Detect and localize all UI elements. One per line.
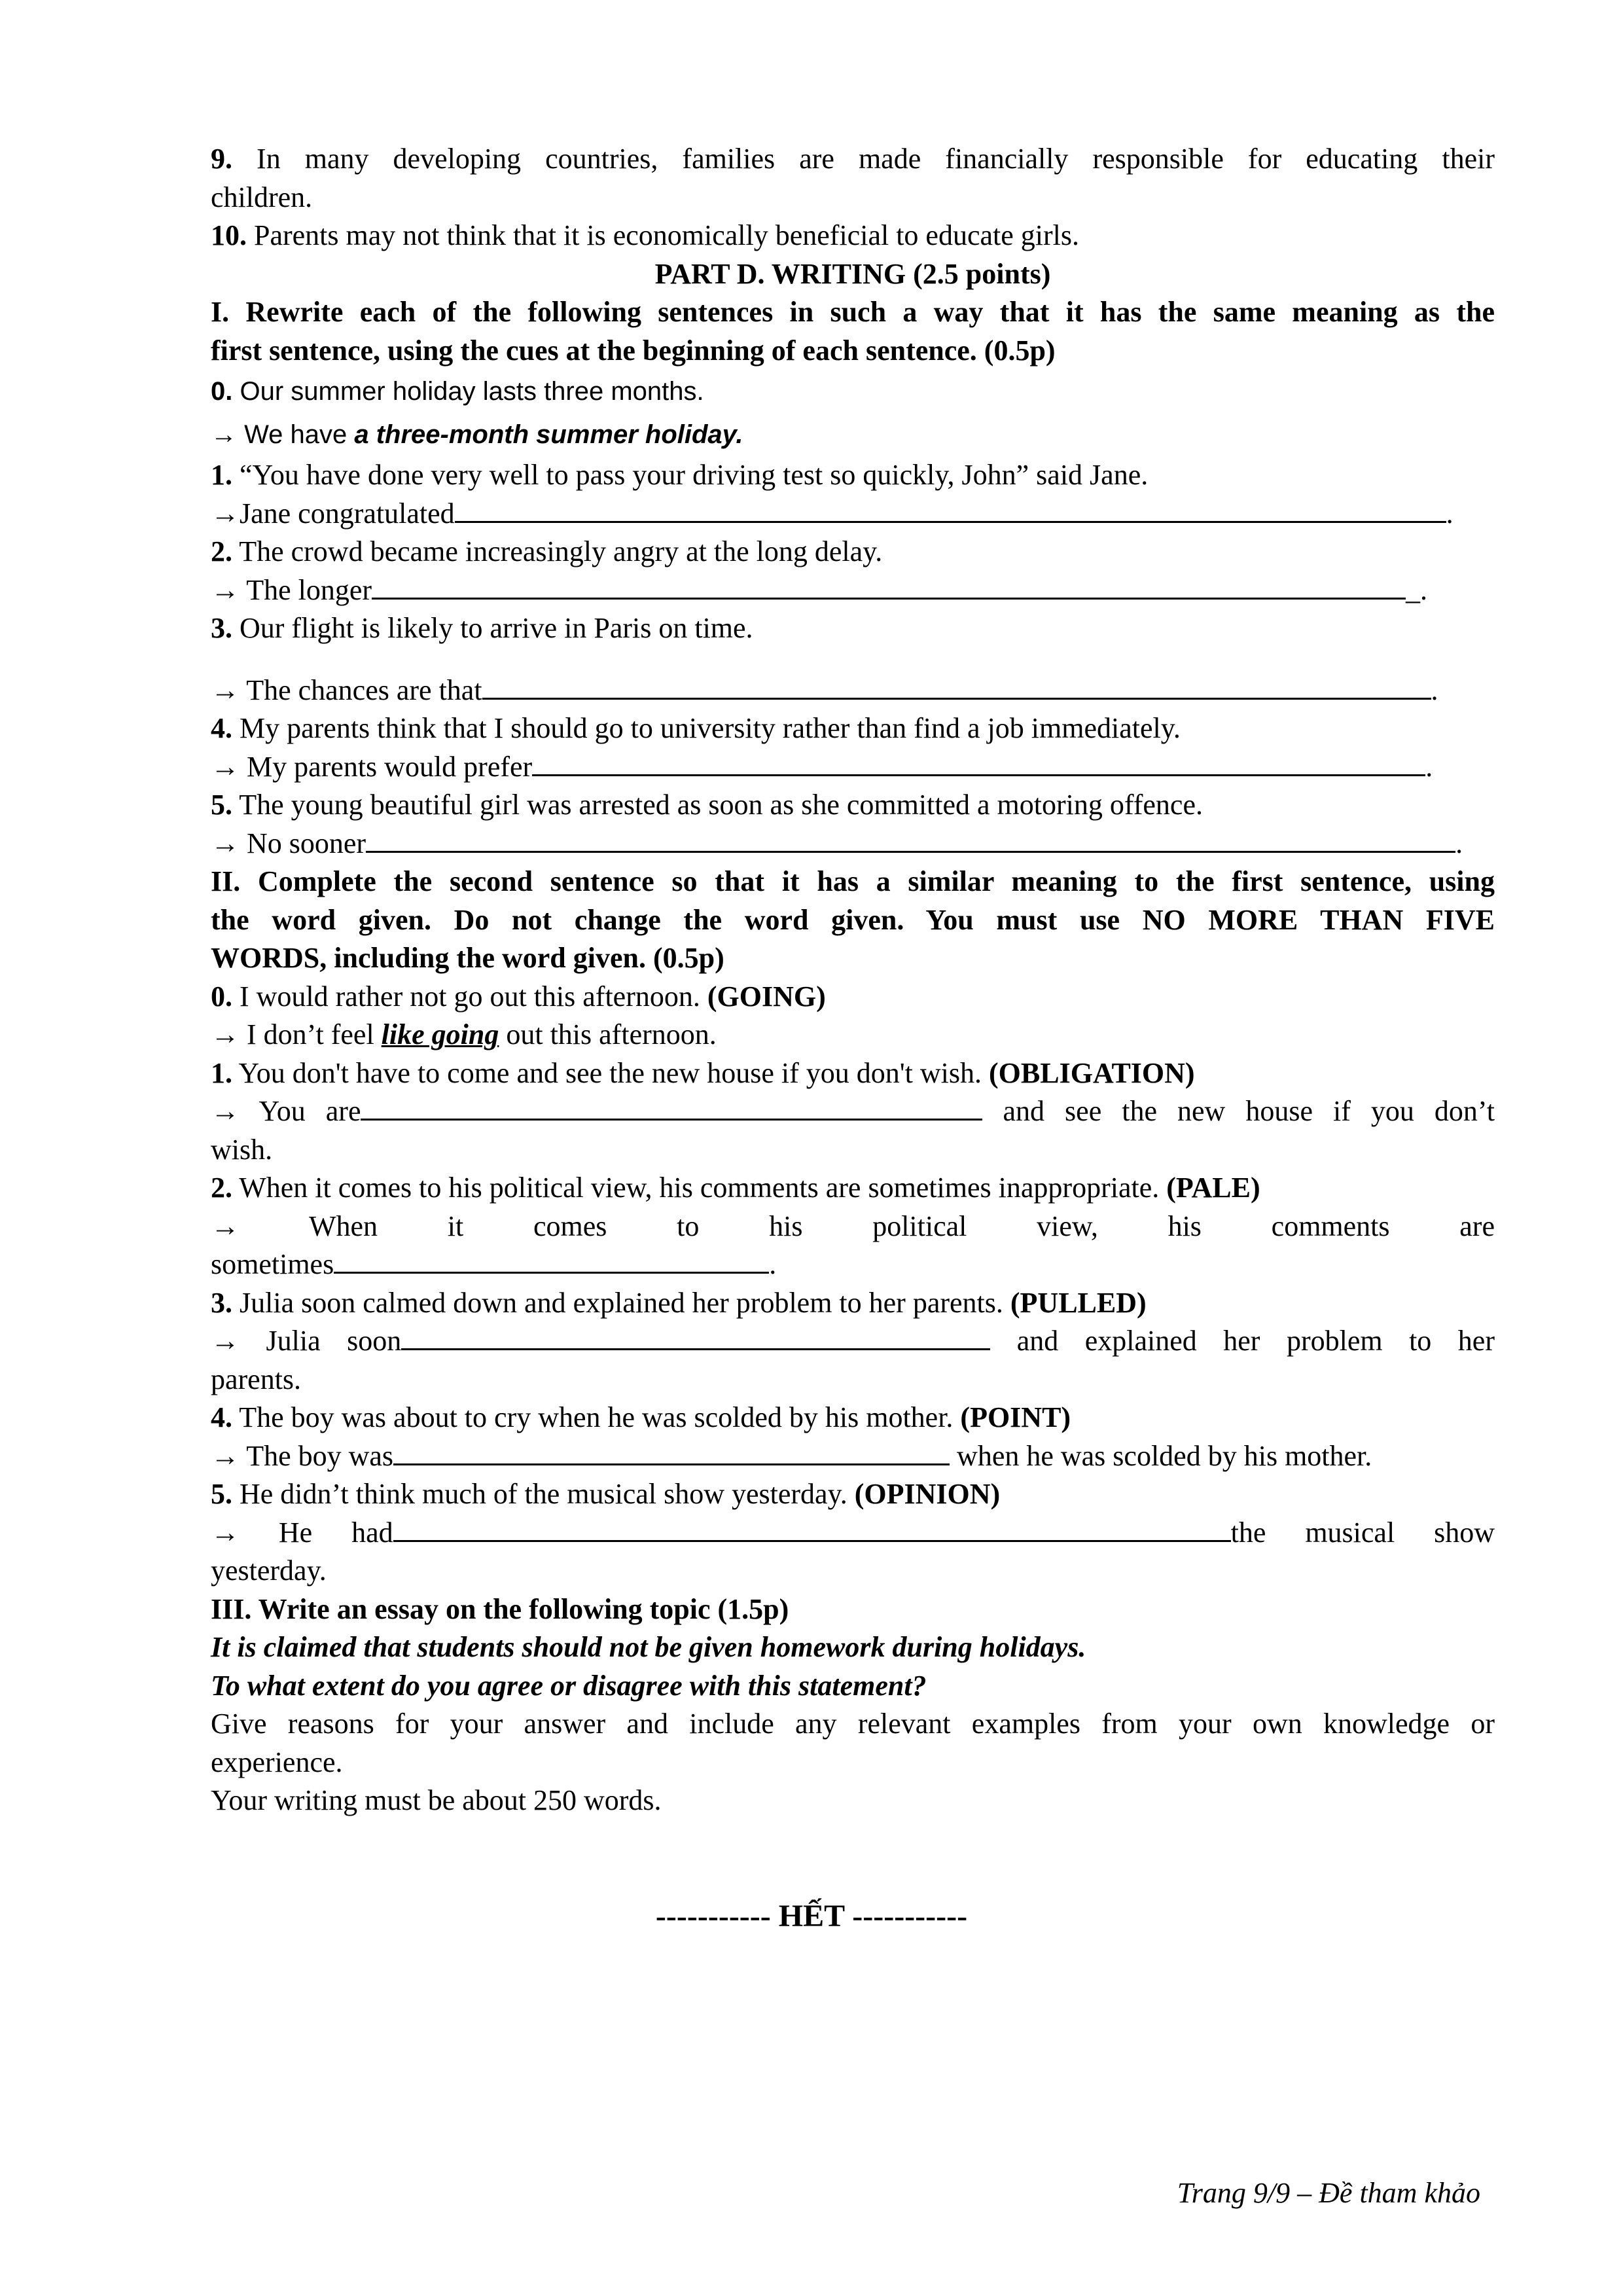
- given-word: (PALE): [1166, 1172, 1260, 1204]
- rewrite-answer-3: [211, 672, 1495, 710]
- given-word: (OBLIGATION): [989, 1056, 1195, 1089]
- answer-cue: → No sooner: [211, 827, 366, 859]
- q-text: My parents think that I should go to university rather than find a job immediately.: [232, 712, 1181, 744]
- given-word: (POINT): [960, 1401, 1071, 1433]
- transform-answer-5: [211, 1514, 1495, 1552]
- answer-blank[interactable]: [372, 571, 1406, 600]
- q-text: The young beautiful girl was arrested as soon as she committed a motoring offence.: [232, 789, 1203, 821]
- question-9: [211, 140, 1495, 179]
- q-text: “You have done very well to pass your driving test so quickly, John” said Jane.: [232, 459, 1149, 491]
- answer-after: and see the new house if you don’t: [982, 1095, 1495, 1127]
- q-number: 1.: [211, 459, 232, 491]
- section-2-instruction: II. Complete the second sentence so that it has a similar meaning to the first sentence, using: [211, 865, 1495, 897]
- essay-topic: It is claimed that students should not be given homework during holidays.: [211, 1631, 1086, 1663]
- answer-suffix: out this afternoon.: [499, 1018, 717, 1050]
- transform-answer-2-cont: [211, 1246, 1495, 1284]
- arrow-icon: →: [211, 420, 237, 449]
- q-text: He didn’t think much of the musical show yesterday.: [232, 1478, 855, 1510]
- q-text: Our flight is likely to arrive in Paris on time.: [232, 612, 753, 644]
- essay-instruction: Give reasons for your answer and include any relevant examples from your own knowledge or: [211, 1708, 1495, 1740]
- answer-cue: → Julia soon: [211, 1325, 402, 1357]
- transform-answer-3-cont: parents.: [211, 1363, 302, 1395]
- transform-answer-1-cont: wish.: [211, 1133, 273, 1166]
- question-10: [211, 217, 1495, 255]
- q-text: You don't have to come and see the new house if you don't wish.: [232, 1056, 990, 1089]
- q-text: Our summer holiday lasts three months.: [232, 377, 704, 406]
- part-d-title: PART D. WRITING (2.5 points): [654, 257, 1051, 290]
- answer-cue: → My parents would prefer: [211, 750, 533, 783]
- end-punct: .: [1425, 750, 1433, 783]
- transform-answer-3: [211, 1322, 1495, 1361]
- section-1-instruction-cont: first sentence, using the cues at the beginning of each sentence. (0.5p): [211, 334, 1056, 367]
- answer-blank[interactable]: [361, 1092, 982, 1121]
- q-text: In many developing countries, families are made financially responsible for educating their: [232, 143, 1495, 175]
- answer-cue: → The boy was: [211, 1439, 394, 1472]
- section-1-example: [211, 370, 1495, 413]
- answer-blank[interactable]: [393, 1514, 1231, 1542]
- end-punct: _.: [1406, 573, 1428, 606]
- answer-after: when he was scolded by his mother.: [950, 1439, 1372, 1472]
- rewrite-question-2: [211, 533, 1495, 571]
- q-text: The boy was about to cry when he was scolded by his mother.: [232, 1401, 961, 1433]
- q-number: 2.: [211, 1172, 232, 1204]
- q-text: When it comes to his political view, his comments are sometimes inappropriate.: [232, 1172, 1167, 1204]
- q-number: 9.: [211, 143, 232, 175]
- q-number: 2.: [211, 535, 232, 567]
- q-number: 1.: [211, 1056, 232, 1089]
- transform-answer-5-cont: yesterday.: [211, 1554, 327, 1587]
- rewrite-answer-4: [211, 748, 1495, 787]
- given-word: (OPINION): [854, 1478, 1001, 1510]
- q-number: 5.: [211, 789, 232, 821]
- section-2-example-answer: [211, 1016, 1495, 1054]
- q-text: Julia soon calmed down and explained her problem to her parents.: [232, 1286, 1010, 1319]
- rewrite-answer-5: [211, 825, 1495, 863]
- answer-after: and explained her problem to her: [990, 1325, 1495, 1357]
- answer-blank[interactable]: [482, 672, 1431, 700]
- answer-blank[interactable]: [393, 1437, 950, 1465]
- transform-question-4: [211, 1399, 1495, 1437]
- essay-instruction-cont: experience.: [211, 1746, 343, 1778]
- rewrite-question-1: [211, 456, 1495, 495]
- example-answer: a three-month summer holiday.: [354, 420, 743, 449]
- answer-cue: → The longer: [211, 573, 372, 606]
- section-2-instruction-2: the word given. Do not change the word given. You must use NO MORE THAN FIVE: [211, 903, 1495, 936]
- end-mark: ----------- HẾT -----------: [655, 1899, 968, 1933]
- end-punct: .: [769, 1248, 777, 1280]
- rewrite-answer-1: [211, 495, 1495, 533]
- answer-prefix: We have: [237, 420, 355, 449]
- q-number: 3.: [211, 612, 232, 644]
- page-footer: Trang 9/9 – Đề tham khảo: [1177, 2177, 1480, 2209]
- given-word: (GOING): [707, 980, 826, 1013]
- section-2-instruction-3: WORDS, including the word given. (0.5p): [211, 942, 724, 974]
- transform-question-5: [211, 1475, 1495, 1514]
- transform-question-3: [211, 1284, 1495, 1323]
- given-word: (PULLED): [1010, 1286, 1147, 1319]
- q-text: I would rather not go out this afternoon.: [232, 980, 707, 1013]
- transform-answer-4: [211, 1437, 1495, 1476]
- rewrite-answer-2: [211, 571, 1495, 610]
- section-1-instruction: I. Rewrite each of the following sentences in such a way that it has the same meaning as the: [211, 296, 1495, 328]
- exam-page-content: [211, 140, 1495, 1820]
- answer-blank[interactable]: [401, 1322, 990, 1350]
- answer-blank[interactable]: [532, 748, 1425, 776]
- end-punct: .: [1431, 673, 1438, 706]
- q-number: 4.: [211, 1401, 232, 1433]
- section-1-example-answer: [211, 413, 1495, 456]
- answer-cue: → He had: [211, 1516, 393, 1549]
- answer-after: the musical show: [1230, 1516, 1495, 1549]
- q-number: 10.: [211, 219, 247, 251]
- rewrite-question-3: [211, 609, 1495, 648]
- q-number: 0.: [211, 377, 233, 406]
- end-punct: .: [1446, 497, 1454, 529]
- answer-prefix: → I don’t feel: [211, 1018, 382, 1050]
- answer-blank[interactable]: [455, 495, 1446, 523]
- q-number: 3.: [211, 1286, 232, 1319]
- answer-cue: → You are: [211, 1095, 361, 1127]
- answer-blank[interactable]: [334, 1246, 769, 1274]
- q-text: The crowd became increasingly angry at the long delay.: [232, 535, 883, 567]
- transform-question-1: [211, 1054, 1495, 1093]
- question-9-cont: children.: [211, 181, 313, 213]
- rewrite-question-5: [211, 786, 1495, 825]
- q-text: Parents may not think that it is economically beneficial to educate girls.: [247, 219, 1079, 251]
- essay-word-limit: Your writing must be about 250 words.: [211, 1784, 662, 1816]
- answer-blank[interactable]: [366, 825, 1455, 853]
- q-number: 5.: [211, 1478, 232, 1510]
- transform-answer-2: [211, 1208, 1495, 1246]
- end-punct: .: [1455, 827, 1463, 859]
- transform-answer-1: [211, 1092, 1495, 1131]
- essay-question: To what extent do you agree or disagree with this statement?: [211, 1669, 927, 1702]
- answer-cue: →Jane congratulated: [211, 497, 455, 529]
- q-number: 4.: [211, 712, 232, 744]
- answer-cue: → When it comes to his political view, his comments are: [211, 1210, 1495, 1242]
- section-2-example: [211, 978, 1495, 1016]
- answer-cue-cont: sometimes: [211, 1248, 334, 1280]
- q-number: 0.: [211, 980, 232, 1013]
- answer-cue: → The chances are that: [211, 673, 482, 706]
- example-answer: like going: [381, 1018, 499, 1050]
- section-3-title: III. Write an essay on the following topic (1.5p): [211, 1592, 789, 1625]
- transform-question-2: [211, 1169, 1495, 1208]
- rewrite-question-4: [211, 709, 1495, 748]
